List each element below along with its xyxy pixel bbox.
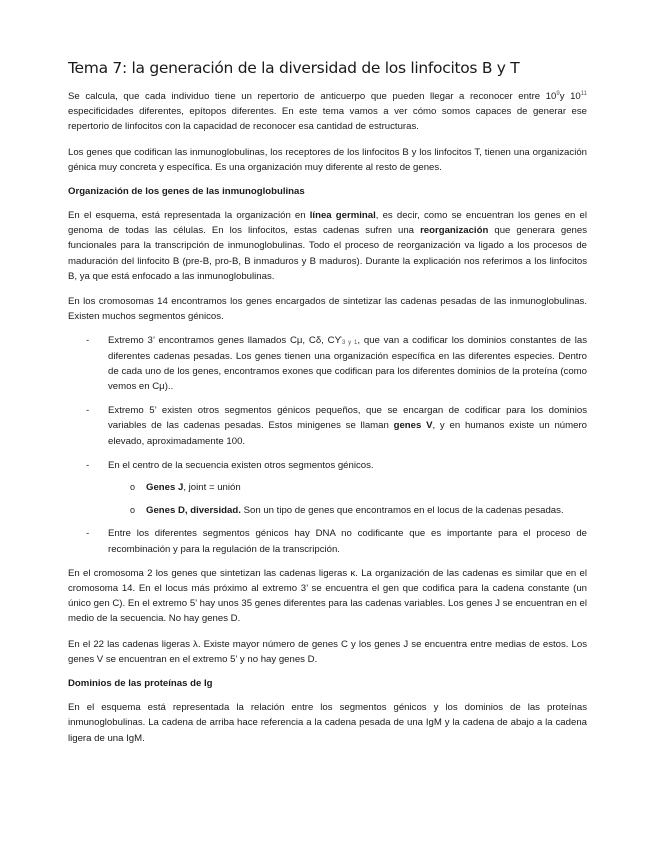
germline-text-c: , es decir, como se encuentran los genes en el genoma de todas las células. En los linfocitos, estas cadenas sufren una	[68, 210, 588, 237]
page-title: Tema 7: la generación de la diversidad de los linfocitos B y T	[68, 59, 520, 77]
intro-paragraph	[68, 89, 587, 135]
gene-segment-list-2	[68, 526, 587, 556]
list-item-genes-d	[68, 503, 587, 518]
intro-text-b: y 10	[559, 91, 581, 102]
gene-segment-list	[68, 333, 587, 473]
li1-subscript: 3 y 1	[342, 340, 358, 347]
sub1-text: , joint = unión	[183, 482, 241, 494]
list-item-extremo-3	[68, 333, 587, 394]
circle-bullet: o	[130, 482, 136, 493]
paragraph-chromosome-22: En el 22 las cadenas ligeras λ. Existe mayor número de genes C y los genes J se encuentra entre medias de estos. Los genes V se encuentran en el extremo 5’ y no hay genes D.	[68, 638, 587, 665]
bold-genes-d: Genes D, diversidad.	[146, 505, 241, 517]
li2-text-a: Extremo 5’ existen otros segmentos génicos pequeños, que se encargan de codificar para los dominios variables de las cadenas pesadas. Estos minigenes se llaman	[108, 405, 587, 432]
li3-text: En el centro de la secuencia existen otros segmentos génicos.	[108, 459, 374, 471]
germline-text-a: En el esquema, está representada la organización en	[68, 210, 310, 222]
heading-ig-domains: Dominios de las proteínas de Ig	[68, 678, 213, 690]
list-item-centro	[68, 458, 587, 473]
exponent-11: 11	[580, 91, 587, 97]
heading-gene-organization: Organización de los genes de las inmunoglobulinas	[68, 186, 305, 198]
list-item-extremo-5	[68, 403, 587, 449]
list-item-genes-j	[68, 480, 587, 495]
bold-germline: línea germinal	[309, 210, 376, 222]
paragraph-chromosome-2: En el cromosoma 2 los genes que sintetizan las cadenas ligeras κ. La organización de las cadenas es similar que en el cromosoma 14. En el locus más próximo al extremo 3’ se encuentra el gen que codifica para la cadena constante (un único gen C). En el extremo 5’ hay unos 35 genes diferentes para las cadenas variables. Los genes J se encuentran en el medio de la secuencia. No hay genes D.	[68, 567, 587, 625]
paragraph-germline	[68, 208, 587, 284]
paragraph-genes-organization: Los genes que codifican las inmunoglobulinas, los receptores de los linfocitos B y los linfocitos T, tienen una organización génica muy concreta y específica. Es una organización muy diferente al resto de genes.	[68, 146, 587, 173]
bold-reorganization: reorganización	[420, 225, 489, 237]
paragraph-ig-domains: En el esquema está representada la relación entre los segmentos génicos y los dominios de las proteínas inmunoglobulinas. La cadena de arriba hace referencia a la cadena pesada de una IgM y la cadena de abajo a la cadena ligera de una IgM.	[68, 702, 587, 744]
intro-text-a: Se calcula, que cada individuo tiene un repertorio de anticuerpo que pueden llegar a reconocer entre 10	[68, 91, 557, 102]
sub2-text: Son un tipo de genes que encontramos en el locus de la cadenas pesadas.	[240, 505, 564, 517]
document-page	[68, 58, 587, 746]
list-item-dna-no-codificante	[68, 526, 587, 556]
bold-genes-j: Genes J	[146, 482, 184, 494]
dash-bullet: -	[86, 528, 90, 540]
intro-text-c: especificidades diferentes, epítopos diferentes. En este tema vamos a ver cómo somos capaces de generar ese repertorio de linfocitos con la capacidad de reconocer esa cantidad de estructuras.	[68, 106, 587, 133]
sub-gene-list	[68, 480, 587, 518]
circle-bullet: o	[130, 505, 136, 516]
li1-text-b: , que van a codificar los dominios constantes de las diferentes cadenas pesadas. Los genes tienen una organización específica en las diferentes especies. Dentro de cada uno de los genes, encontramos exones que codifican para los diferentes dominios de la proteína (como vemos en Cμ)..	[108, 335, 588, 393]
exponent-9: 9	[556, 91, 560, 97]
dash-bullet: -	[86, 405, 90, 417]
li2-text-c: , y en humanos existe un número elevado, aproximadamente 100.	[108, 420, 587, 447]
bold-genes-v: genes V	[393, 420, 433, 432]
dash-bullet: -	[86, 335, 90, 347]
paragraph-chromosome-14: En los cromosomas 14 encontramos los genes encargados de sintetizar las cadenas pesadas de las inmunoglobulinas. Existen muchos segmentos génicos.	[68, 296, 587, 323]
dash-bullet: -	[86, 459, 90, 471]
germline-text-d: que generara genes funcionales para la transcripción de inmunoglobulinas. Todo el proceso de reorganización va ligado a los procesos de maduración del linfocito B (pre-B, pro-B, B inmaduros y B maduros). Durante la explicación nos referimos a los linfocitos B, ya que está enfocado a las inmunoglobulinas.	[68, 225, 588, 282]
li1-text-a: Extremo 3’ encontramos genes llamados Cμ, Cδ, CƳ	[108, 335, 343, 347]
li4-text: Entre los diferentes segmentos génicos hay DNA no codificante que es importante para el proceso de recombinación y para la regulación de la transcripción.	[108, 528, 587, 555]
